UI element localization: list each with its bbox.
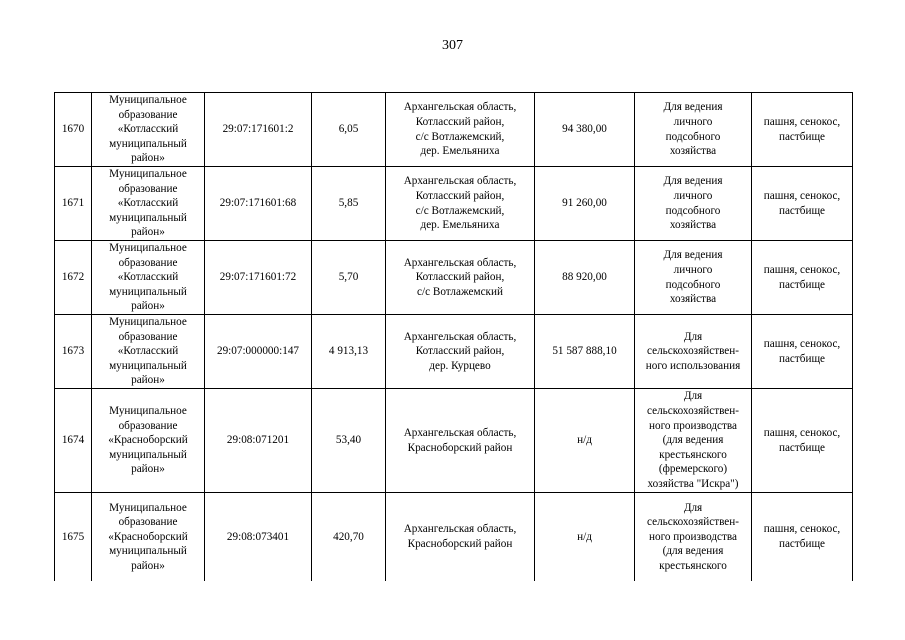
land-use-cell: пашня, сенокос, пастбище — [752, 93, 853, 167]
address-cell: Архангельская область, Котласский район, дер. Курцево — [386, 315, 535, 389]
land-use-cell: пашня, сенокос, пастбище — [752, 389, 853, 493]
land-use-cell: пашня, сенокос, пастбище — [752, 241, 853, 315]
row-number: 1670 — [55, 93, 92, 167]
land-use-cell: пашня, сенокос, пастбище — [752, 315, 853, 389]
area-cell: 420,70 — [312, 493, 386, 582]
land-use-cell: пашня, сенокос, пастбище — [752, 167, 853, 241]
row-number: 1672 — [55, 241, 92, 315]
owner-cell: Муниципальное образование «Котласский муниципальный район» — [92, 315, 205, 389]
owner-cell: Муниципальное образование «Красноборский муниципальный район» — [92, 493, 205, 582]
address-cell: Архангельская область, Котласский район, с/с Вотлажемский, дер. Емельяниха — [386, 93, 535, 167]
owner-cell: Муниципальное образование «Котласский муниципальный район» — [92, 93, 205, 167]
purpose-cell: Для сельскохозяйствен- ного использования — [635, 315, 752, 389]
table-row — [55, 167, 853, 241]
cost-cell: 51 587 888,10 — [535, 315, 635, 389]
row-number: 1671 — [55, 167, 92, 241]
page-number: 307 — [442, 38, 463, 53]
cadastral-number-cell: 29:07:171601:2 — [205, 93, 312, 167]
area-cell: 53,40 — [312, 389, 386, 493]
address-cell: Архангельская область, Котласский район, с/с Вотлажемский — [386, 241, 535, 315]
owner-cell: Муниципальное образование «Красноборский муниципальный район» — [92, 389, 205, 493]
row-number: 1673 — [55, 315, 92, 389]
table-row — [55, 493, 853, 582]
land-use-cell: пашня, сенокос, пастбище — [752, 493, 853, 582]
table-row — [55, 315, 853, 389]
table-row — [55, 93, 853, 167]
cost-cell: 94 380,00 — [535, 93, 635, 167]
area-cell: 4 913,13 — [312, 315, 386, 389]
table-row — [55, 241, 853, 315]
table-row — [55, 389, 853, 493]
purpose-cell: Для сельскохозяйствен- ного производства (для ведения крестьянского (фремерского) хозяйства "Искра") — [635, 389, 752, 493]
purpose-cell: Для ведения личного подсобного хозяйства — [635, 241, 752, 315]
cost-cell: 91 260,00 — [535, 167, 635, 241]
cost-cell: н/д — [535, 389, 635, 493]
cadastral-number-cell: 29:07:171601:72 — [205, 241, 312, 315]
area-cell: 5,70 — [312, 241, 386, 315]
cost-cell: 88 920,00 — [535, 241, 635, 315]
purpose-cell: Для ведения личного подсобного хозяйства — [635, 93, 752, 167]
address-cell: Архангельская область, Красноборский район — [386, 493, 535, 582]
area-cell: 5,85 — [312, 167, 386, 241]
purpose-cell: Для ведения личного подсобного хозяйства — [635, 167, 752, 241]
owner-cell: Муниципальное образование «Котласский муниципальный район» — [92, 241, 205, 315]
purpose-cell: Для сельскохозяйствен- ного производства (для ведения крестьянского — [635, 493, 752, 582]
cadastral-number-cell: 29:08:073401 — [205, 493, 312, 582]
address-cell: Архангельская область, Красноборский район — [386, 389, 535, 493]
address-cell: Архангельская область, Котласский район, с/с Вотлажемский, дер. Емельяниха — [386, 167, 535, 241]
area-cell: 6,05 — [312, 93, 386, 167]
cadastral-number-cell: 29:07:171601:68 — [205, 167, 312, 241]
owner-cell: Муниципальное образование «Котласский муниципальный район» — [92, 167, 205, 241]
row-number: 1675 — [55, 493, 92, 582]
cost-cell: н/д — [535, 493, 635, 582]
land-registry-table — [54, 92, 853, 581]
cadastral-number-cell: 29:07:000000:147 — [205, 315, 312, 389]
row-number: 1674 — [55, 389, 92, 493]
cadastral-number-cell: 29:08:071201 — [205, 389, 312, 493]
